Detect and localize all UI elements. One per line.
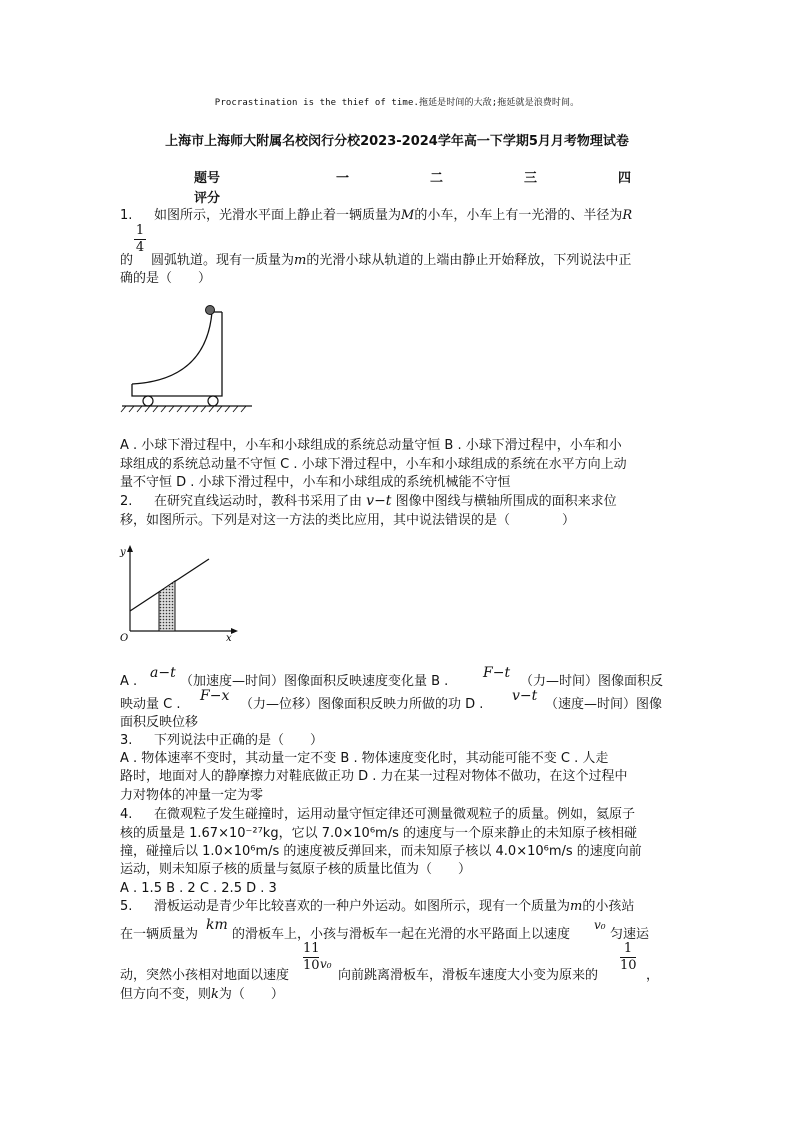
math-v-t: v−t (512, 688, 538, 704)
question-number: 1. (120, 208, 133, 223)
math-v0: v₀ (594, 918, 606, 932)
score-header-label: 题号 (194, 171, 221, 186)
q1-options-line: A . 小球下滑过程中，小车和小球组成的系统总动量守恒 B . 小球下滑过程中，小车和小 (120, 438, 622, 453)
math-a-t: a−t (150, 665, 176, 681)
score-row-label: 评分 (194, 191, 221, 206)
shaded-strip (159, 581, 175, 631)
q1-text: 的 (120, 253, 134, 268)
motto: Procrastination is the thief of time.拖延是时间的大敌;拖延就是浪费时间。 (214, 98, 580, 108)
question-number: 4. (120, 807, 133, 822)
q5-text: 在一辆质量为 (120, 927, 199, 942)
math-F-t: F−t (483, 665, 511, 681)
q4-text: 运动，则未知原子核的质量与氦原子核的质量比值为（ ） (120, 862, 472, 877)
math-F-x: F−x (200, 688, 230, 704)
question-number: 5. (120, 899, 133, 914)
exam-title: 上海市上海师大附属名校闵行分校2023-2024学年高一下学期5月月考物理试卷 (165, 134, 629, 149)
score-header-2: 二 (430, 171, 444, 186)
q2-options-line: （速度—时间）图像 (545, 697, 663, 712)
wheel (208, 396, 218, 406)
q5-text: 但方向不变，则k为（ ） (120, 987, 284, 1002)
q4-text: 撞，碰撞后以 1.0×10⁶m/s 的速度被反弹回来，而未知原子核以 4.0×10⁶m/s 的速度向前 (120, 844, 642, 859)
q2-options-line: 映动量 C . (120, 697, 181, 712)
q5-text: ， (646, 968, 660, 983)
fraction-eleven-tenths: 11 10 (303, 941, 320, 973)
q2-options-line: A . (120, 674, 138, 689)
q4-text: 核的质量是 1.67×10⁻²⁷kg，它以 7.0×10⁶m/s 的速度与一个原来静止的未知原子核相碰 (120, 826, 637, 841)
score-header-4: 四 (618, 171, 632, 186)
score-header-3: 三 (524, 171, 538, 186)
q1-options-line: 球组成的系统总动量不守恒 C . 小球下滑过程中，小车和小球组成的系统在水平方向上动 (120, 457, 627, 472)
q3-options-line: A . 物体速率不变时，其动量一定不变 B . 物体速度变化时，其动能可能不变 C . 人走 (120, 751, 609, 766)
q5-text: 动，突然小孩相对地面以速度 (120, 968, 290, 983)
q2-options-line: （力—时间）图像面积反 (520, 674, 664, 689)
score-header-1: 一 (336, 171, 350, 186)
q2-text: 在研究直线运动时，教科书采用了由 v−t 图像中图线与横轴所围成的面积来求位 (154, 493, 617, 509)
q3-options-line: 力对物体的冲量一定为零 (120, 788, 264, 803)
q2-options-line: 面积反映位移 (120, 715, 199, 730)
q2-options-line: （力—位移）图像面积反映力所做的功 D . (240, 697, 484, 712)
area-under-graph-figure (114, 543, 238, 643)
q4-options: A . 1.5 B . 2 C . 2.5 D . 3 (120, 881, 277, 896)
wheel (143, 396, 153, 406)
cart-track-figure (118, 300, 258, 416)
q4-text: 在微观粒子发生碰撞时，运用动量守恒定律还可测量微观粒子的质量。例如，氦原子 (154, 807, 636, 822)
fraction-one-tenth: 1 10 (620, 941, 637, 973)
q2-options-line: （加速度—时间）图像面积反映速度变化量 B . (180, 674, 449, 689)
q1-options-line: 量不守恒 D . 小球下滑过程中，小车和小球组成的系统机械能不守恒 (120, 475, 511, 490)
q1-text: 如图所示，光滑水平面上静止着一辆质量为M的小车，小车上有一光滑的、半径为R (154, 208, 633, 223)
question-number: 2. (120, 494, 133, 509)
q1-text: 确的是（ ） (120, 271, 212, 286)
math-km: km (206, 917, 228, 933)
q3-options-line: 路时，地面对人的静摩擦力对鞋底做正功 D . 力在某一过程对物体不做功，在这个过程中 (120, 769, 628, 784)
fraction-one-quarter: 1 4 (135, 223, 145, 255)
q5-text: 滑板运动是青少年比较喜欢的一种户外运动。如图所示，现有一个质量为m的小孩站 (154, 899, 635, 914)
q5-text: 向前跳离滑板车，滑板车速度大小变为原来的 (338, 968, 599, 983)
math-v0: v₀ (320, 957, 332, 971)
x-axis-label: x (226, 633, 232, 643)
q5-text: 的滑板车上，小孩与滑板车一起在光滑的水平路面上以速度 (232, 927, 571, 942)
q2-text: 移，如图所示。下列是对这一方法的类比应用，其中说法错误的是（ ） (120, 513, 576, 528)
q5-text: 匀速运 (610, 927, 650, 942)
q3-stem: 下列说法中正确的是（ ） (154, 733, 324, 748)
y-axis-label: y (120, 547, 126, 558)
question-number: 3. (120, 733, 133, 748)
ball (206, 306, 215, 315)
origin-label: O (120, 633, 129, 643)
q1-text: 圆弧轨道。现有一质量为m的光滑小球从轨道的上端由静止开始释放，下列说法中正 (151, 253, 632, 268)
